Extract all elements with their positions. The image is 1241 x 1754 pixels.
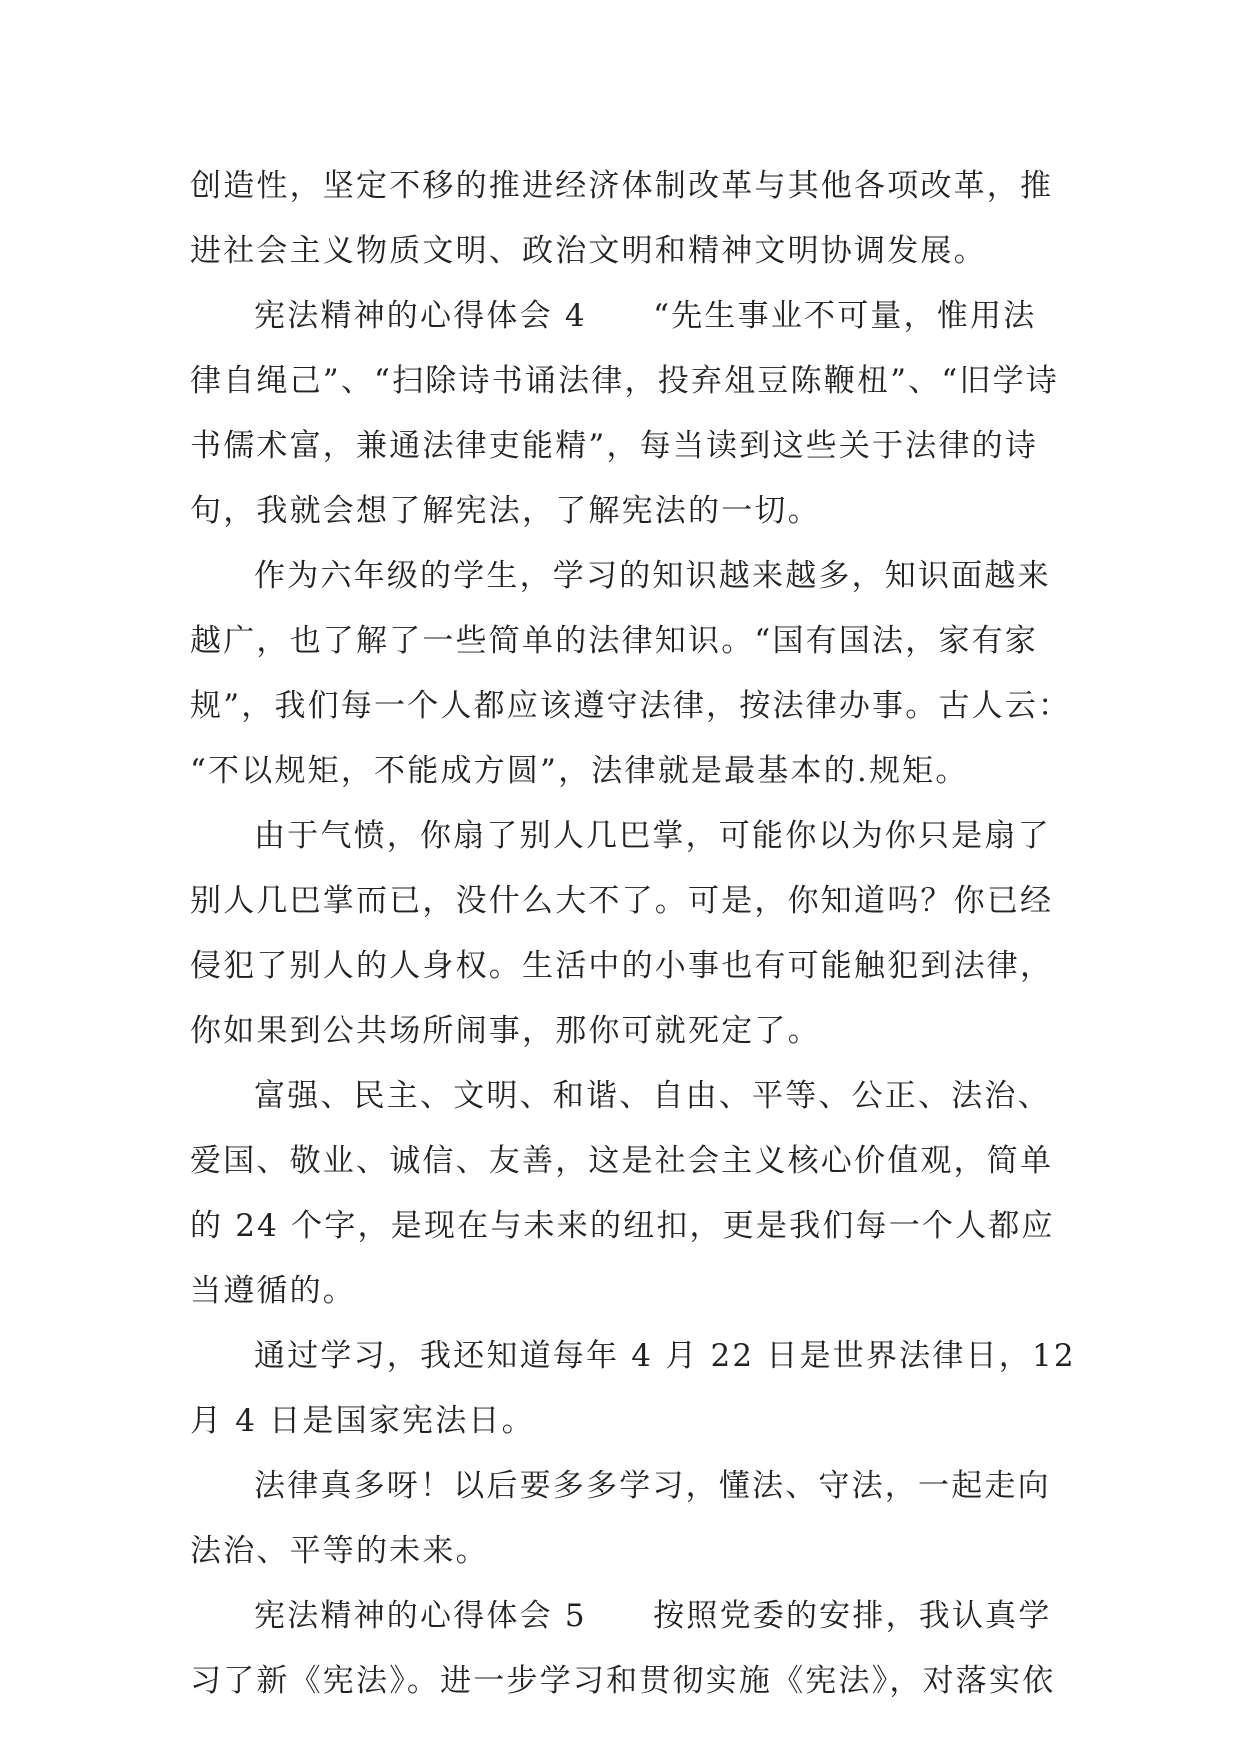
- text-line: 别人几巴掌而已，没什么大不了。可是，你知道吗？你已经: [190, 883, 1054, 919]
- text-line: 规”，我们每一个人都应该遵守法律，按法律办事。古人云：: [190, 688, 1072, 724]
- text-line: 习了新《宪法》。进一步学习和贯彻实施《宪法》，对落实依: [190, 1663, 1056, 1699]
- text-line: 书儒术富，兼通法律吏能精”，每当读到这些关于法律的诗: [190, 428, 1039, 464]
- text-line: 的 24 个字，是现在与未来的纽扣，更是我们每一个人都应: [190, 1208, 1055, 1244]
- text-line: 侵犯了别人的人身权。生活中的小事也有可能触犯到法律，: [190, 948, 1054, 984]
- text-line: “不以规矩，不能成方圆”，法律就是最基本的.规矩。: [190, 753, 969, 789]
- section-heading-line: 宪法精神的心得体会 4 “先生事业不可量，惟用法: [254, 298, 1037, 334]
- text-line: 你如果到公共场所闹事，那你可就死定了。: [190, 1013, 821, 1049]
- text-line: 爱国、敬业、诚信、友善，这是社会主义核心价值观，简单: [190, 1143, 1054, 1179]
- text-line: 法律真多呀！以后要多多学习，懂法、守法，一起走向: [254, 1468, 1051, 1504]
- text-line: 句，我就会想了解宪法，了解宪法的一切。: [190, 493, 821, 529]
- text-line: 作为六年级的学生，学习的知识越来越多，知识面越来: [254, 558, 1051, 594]
- text-line: 由于气愤，你扇了别人几巴掌，可能你以为你只是扇了: [254, 818, 1051, 854]
- text-line: 创造性，坚定不移的推进经济体制改革与其他各项改革，推: [190, 168, 1054, 204]
- text-line: 富强、民主、文明、和谐、自由、平等、公正、法治、: [254, 1078, 1051, 1114]
- text-line: 律自绳己”、“扫除诗书诵法律，投弃俎豆陈鞭杻”、“旧学诗: [190, 363, 1059, 399]
- section-heading-line: 宪法精神的心得体会 5 按照党委的安排，我认真学: [254, 1598, 1052, 1634]
- text-line: 月 4 日是国家宪法日。: [190, 1403, 535, 1439]
- text-line: 通过学习，我还知道每年 4 月 22 日是世界法律日，12: [254, 1338, 1076, 1374]
- text-line: 当遵循的。: [190, 1273, 356, 1309]
- text-line: 进社会主义物质文明、政治文明和精神文明协调发展。: [190, 233, 987, 269]
- text-line: 越广，也了解了一些简单的法律知识。“国有国法，家有家: [190, 623, 1039, 659]
- text-line: 法治、平等的未来。: [190, 1533, 489, 1569]
